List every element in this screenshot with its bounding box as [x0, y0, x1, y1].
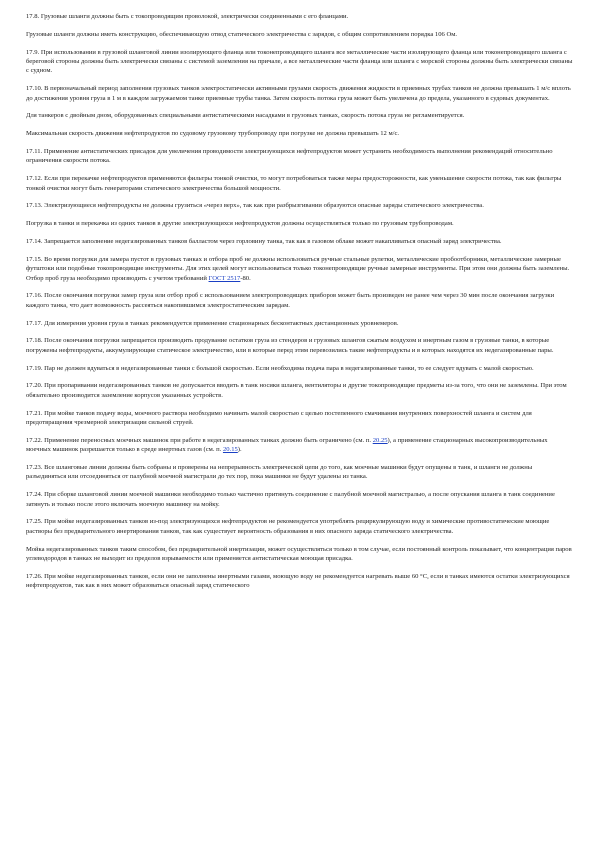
paragraph-17-19: 17.19. Пар не должен вдуваться в недегазированные танки с большой скоростью. Если необходима подача пара в недегазированные танки, то ее следует вдувать с малой скоростью. — [26, 364, 534, 372]
paragraph-17-17: 17.17. Для измерения уровня груза в танках рекомендуется применение стационарных бесконтактных дистанционных уровнемеров. — [26, 319, 399, 327]
paragraph-17-15 — [26, 255, 574, 283]
paragraph-17-22-text: 17.22. Применение переносных моечных машинок при работе в недегазированных танках должно быть ограничено (см. п. — [26, 436, 373, 444]
paragraph-max-speed: Максимальная скорость движения нефтепродуктов по судовому грузовому трубопроводу при погрузке не должна превышать 12 м/с. — [26, 130, 400, 138]
paragraph-17-15-tail: -80. — [240, 274, 251, 282]
paragraph-17-18: 17.18. После окончания погрузки запрещается производить продувание остатков груза из стендеров и грузовых шлангов сжатым воздухом и инертным газом в грузовые танки, в которые погружены нефтепродукты, аккумулирующие статическое электричество, или в которые перед этим перевозились такие нефтепродукты и в которых находятся их недегазированные пары. — [26, 337, 554, 354]
paragraph-17-15-text: 17.15. Во время погрузки для замера пустот в грузовых танках и отбора проб не должны использоваться ручные стальные рулетки, металлические пробоотборники, металлические замерные футштоки или подобные токопроводящие инструменты. Для этих целей могут использоваться только токонепроводящие ручные замерные инструменты. При этом они должны быть заземлены. Отбор проб груза необходимо производить с учетом требований — [26, 255, 570, 282]
document-page — [26, 12, 574, 599]
gost-2517-link[interactable]: ГОСТ 2517 — [208, 274, 241, 282]
paragraph-washing-inert: Мойка недегазированных танков таким способом, без предварительной инертизации, может осуществляться только в том случае, если постоянный контроль показывает, что концентрация паров углеводородов в танках не выходит из пределов взрываемости или применяется антистатическая моющая присадка. — [26, 545, 572, 563]
paragraph-17-14: 17.14. Запрещается заполнение недегазированных танков балластом через горловину танка, так как в газовом облаке может накапливаться опасный заряд электричества. — [26, 238, 502, 245]
paragraph-17-22 — [26, 436, 574, 455]
paragraph-17-11: 17.11. Применение антистатических присадок для увеличения проводимости электризующихся нефтепродуктов может устранить необходимость выполнения рекомендаций относительно ограничения скорости потока. — [26, 148, 553, 165]
paragraph-17-24: 17.24. При сборке шланговой линии моечной машинки необходимо только частично притянуть соединение с палубной моечной магистралью, а после опускания шланга в танк соединение затянуть и только после этого включать моечную машинку на мойку. — [26, 491, 555, 508]
paragraph-17-16: 17.16. После окончания погрузки замер груза или отбор проб с использованием электропроводящих приборов может быть произведен не ранее чем через 30 мин после окончания загрузки каждого танка, что дает возможность рассеяться накопившимся электростатическим зарядам. — [26, 292, 555, 309]
paragraph-17-26: 17.26. При мойке недегазированных танков, если они не заполнены инертными газами, моющую воду не рекомендуется нагревать выше 60 °С, если в танках имеются остатки электризующихся нефтепродуктов, так как в них может образоваться опасный заряд статического — [26, 572, 570, 590]
paragraph-17-22-tail: ). — [237, 446, 242, 454]
paragraph-17-20: 17.20. При пропаривании недегазированных танков не допускается вводить в танк носики шланга, вентиляторы и другие токопроводящие предметы из-за того, что они не заземлены. При этом обязательно производится заземление корпусов указанных устройств. — [26, 382, 567, 399]
paragraph-17-21: 17.21. При мойке танков подачу воды, моечного раствора необходимо начинать малой скоростью с целью постепенного смачивания внутренних поверхностей шланга и систем для предотвращения чрезмерной электризации сильной струей. — [26, 409, 532, 427]
section-20-25-link[interactable]: 20.25 — [372, 436, 388, 444]
paragraph-hoses-resistance: Грузовые шланги должны иметь конструкцию, обеспечивающую отвод статического электричества с зарядов, с общим сопротивлением порядка 106 Ом. — [26, 30, 458, 38]
paragraph-17-8: 17.8. Грузовые шланги должны быть с токопроводящим проволокой, электрически соединенными с его фланцами. — [26, 13, 349, 20]
section-20-15-link[interactable]: 20.15 — [222, 446, 238, 454]
paragraph-17-13: 17.13. Электризующиеся нефтепродукты не должны грузиться «через верх», так как при разбрызгивании образуются опасные заряды статического электричества. — [26, 202, 484, 210]
paragraph-17-10: 17.10. В первоначальный период заполнения грузовых танков электростатически активными грузами скорость движения жидкости в приемных трубах танков не должна превышать 1 м/с вплоть до достижения уровня груза в 1 м в каждом загружаемом танке приемные трубы танка. Затем скорость потока груза может быть увеличена до предела, указанного в судовых документах. — [26, 85, 571, 102]
paragraph-17-9: 17.9. При использовании в грузовой шланговой линии изолирующего фланца или токонепроводящего шланга все металлические части изолирующего фланца или токонепроводящего шланга с береговой стороны должны быть электрически связаны с системой заземления на причале, а все металлические части фланца или шланга с морской стороны должны быть электрически связаны с судном. — [26, 48, 573, 75]
paragraph-17-12: 17.12. Если при перекачке нефтепродуктов применяются фильтры тонкой очистки, то могут потребоваться также меры предосторожности, как уменьшение скорости потока, так как фильтры тонкой очистки могут быть генераторами статического электричества большой мощности. — [26, 175, 562, 192]
paragraph-17-22-middle: ), а применение стационарных высокопроизводительных моечных машинок разрешается только в среде инертных газов (см. п. — [26, 436, 548, 454]
paragraph-transfer-pipelines: Погрузка в танки и перекачка из одних танков в другие электризующихся нефтепродуктов должны осуществляться только по грузовым трубопроводам. — [26, 220, 454, 228]
paragraph-double-bottom: Для танкеров с двойным дном, оборудованных специальными антистатическими насадками в грузовых танках, скорость потока груза не регламентируется. — [26, 112, 465, 120]
paragraph-17-23: 17.23. Все шланговые линии должны быть собраны и проверены на непрерывность электрической цепи до того, как моечные машинки будут опущены в танк, и шланги не должны разъединяться или отсоединяться от палубной моечной магистрали до тех пор, пока машинки не будут удалены из танка. — [26, 464, 533, 481]
paragraph-17-25: 17.25. При мойке недегазированных танков из-под электризующихся нефтепродуктов не рекомендуется употреблять рециркулирующую воду и химические противостатические моющие растворы без предварительного инертирования танков, так как существует вероятность образования в них опасного заряда статического электричества. — [26, 518, 550, 535]
